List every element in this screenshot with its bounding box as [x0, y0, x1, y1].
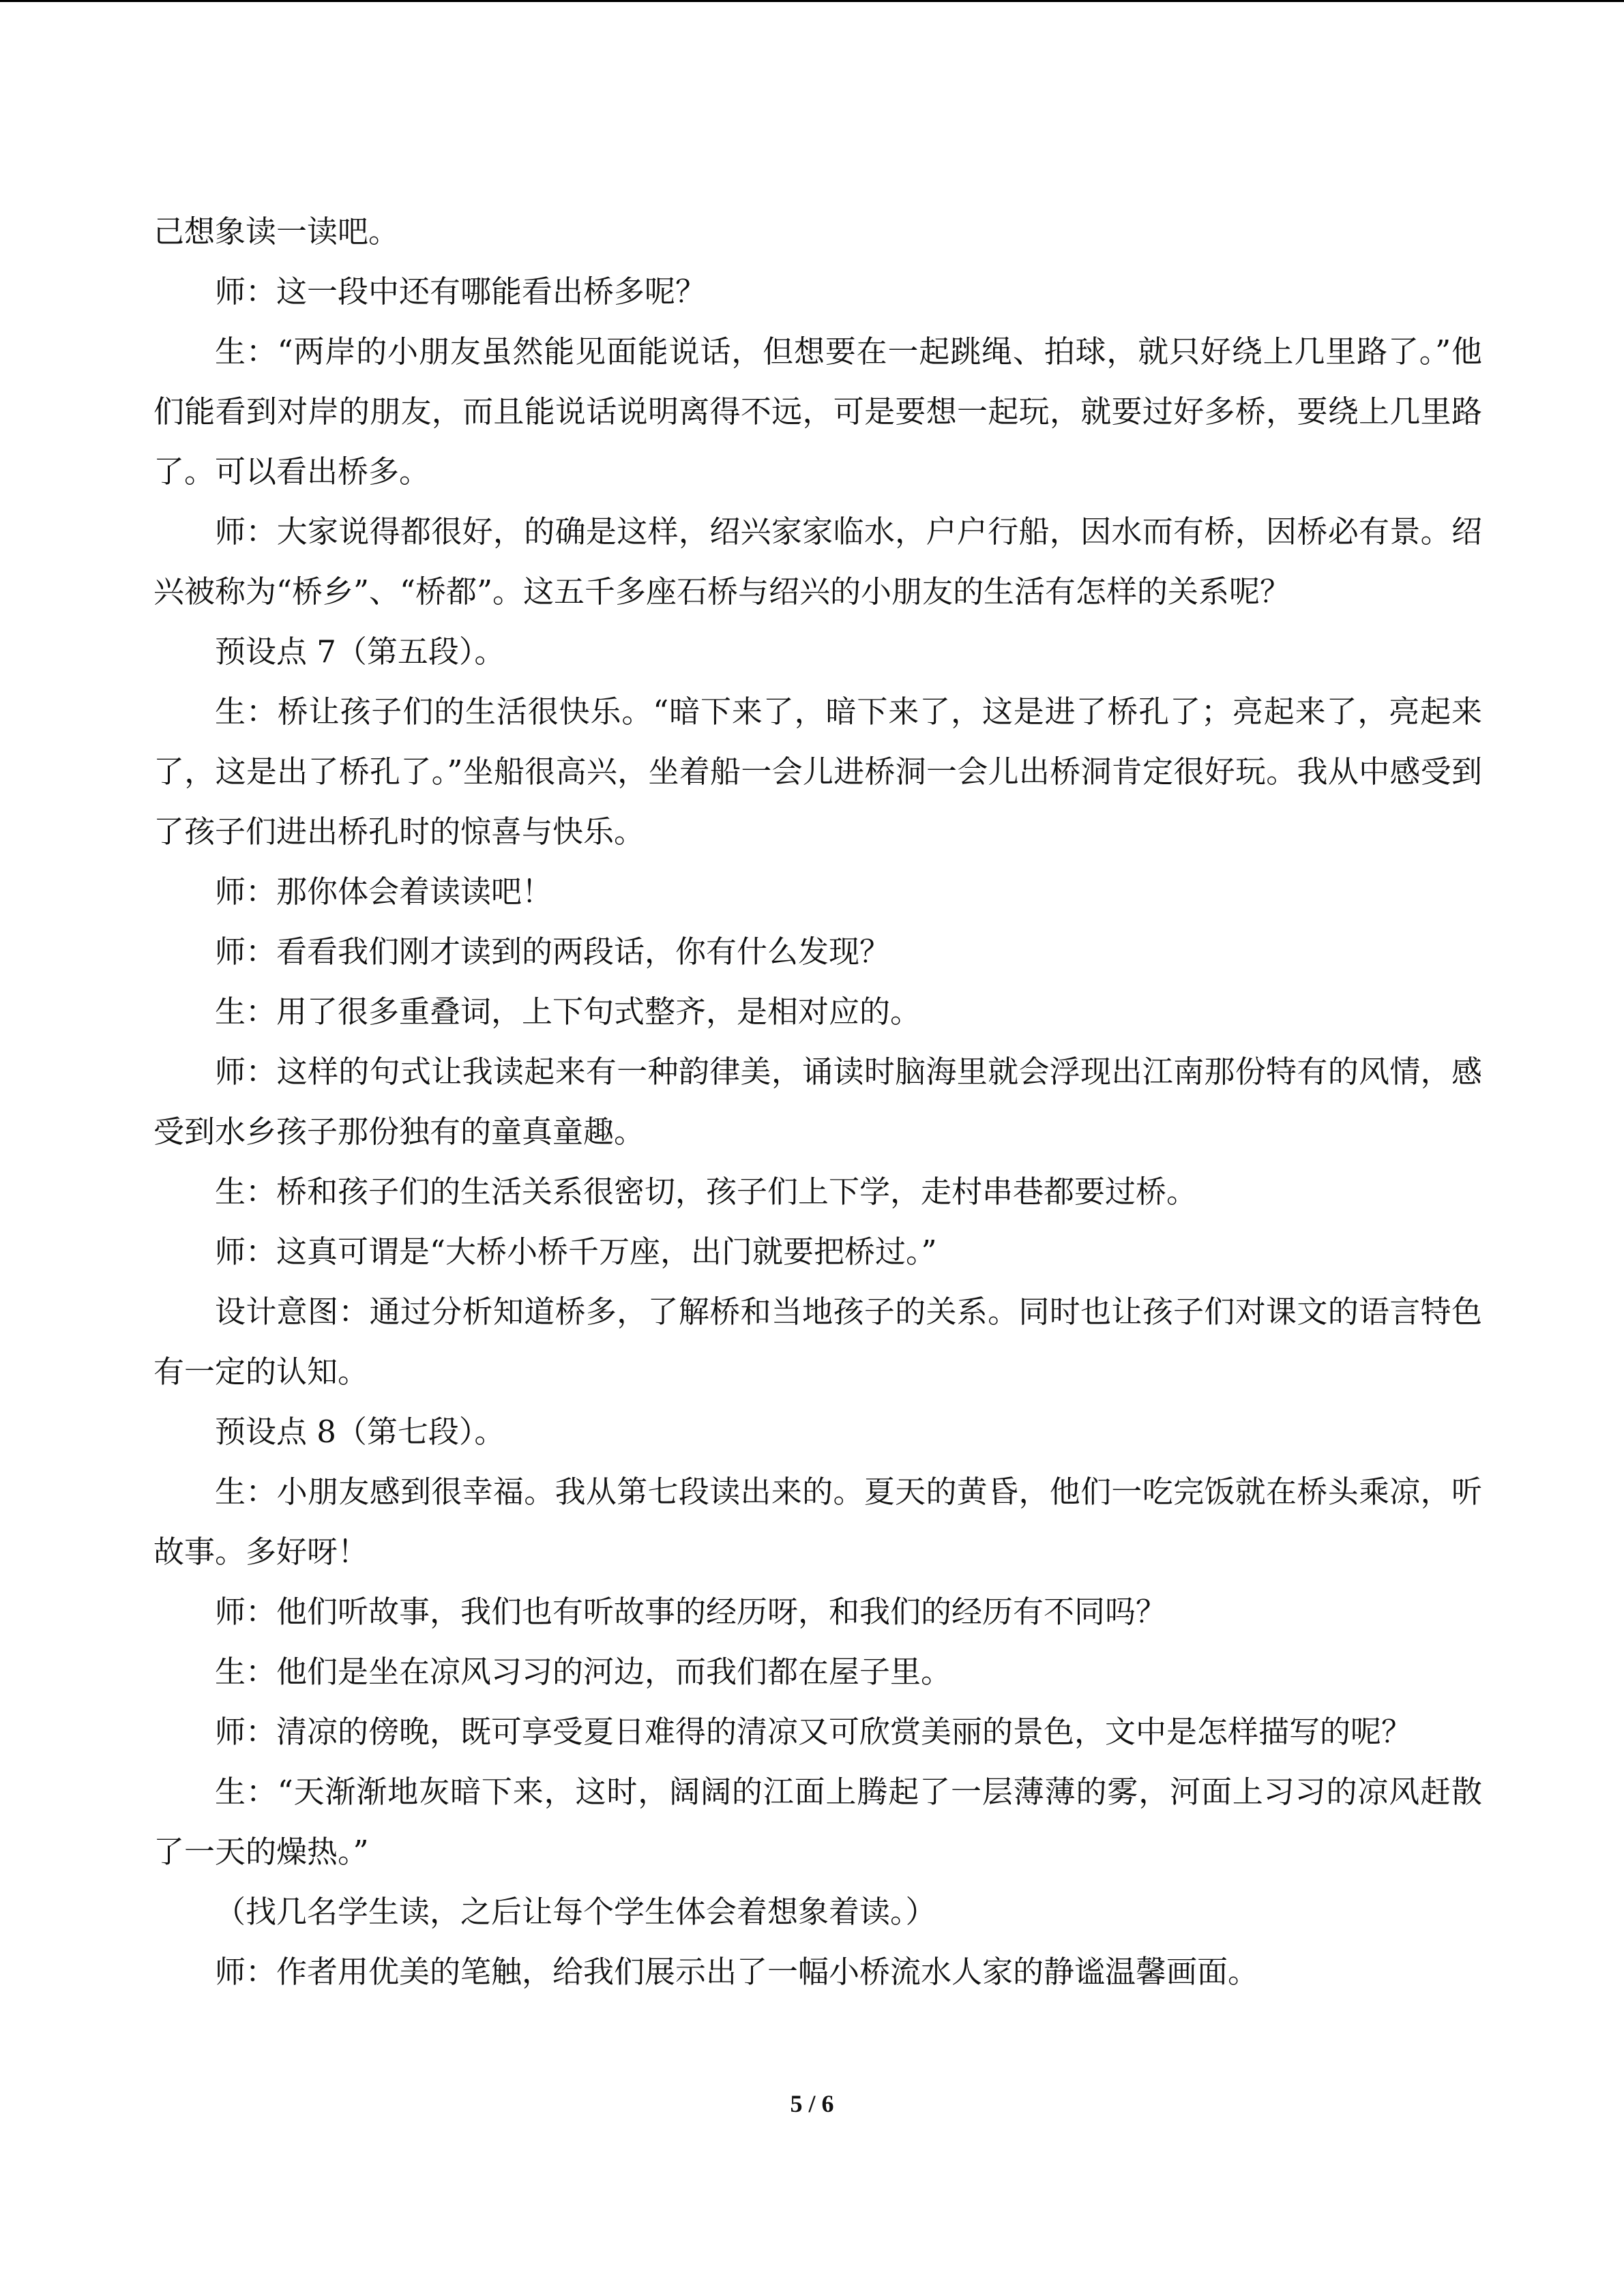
paragraph-continuation: 己想象读一读吧。 [153, 213, 400, 250]
page-top-border [0, 0, 1624, 2]
paragraph-student-answer: 生：他们是坐在凉风习习的河边，而我们都在屋子里。 [215, 1654, 952, 1690]
paragraph-teacher-comment: 师：大家说得都很好，的确是这样，绍兴家家临水，户户行船，因水而有桥，因桥必有景。绍兴被称为“桥乡”、“桥都”。这五千多座石桥与绍兴的小朋友的生活有怎样的关系呢？ [153, 513, 1482, 610]
paragraph-teacher-question: 师：清凉的傍晚，既可享受夏日难得的清凉又可欣赏美丽的景色，文中是怎样描写的呢？ [215, 1714, 1413, 1750]
paragraph-teacher-prompt: 师：那你体会着读读吧！ [215, 874, 553, 910]
paragraph-teacher-question: 师：他们听故事，我们也有听故事的经历呀，和我们的经历有不同吗？ [215, 1594, 1167, 1630]
paragraph-preset-point-8: 预设点 8（第七段）。 [215, 1414, 505, 1450]
paragraph-student-answer: 生：桥让孩子们的生活很快乐。“暗下来了，暗下来了，这是进了桥孔了；亮起来了，亮起来了，这是出了桥孔了。”坐船很高兴，坐着船一会儿进桥洞一会儿出桥洞肯定很好玩。我从中感受到了孩子们进出桥孔时的惊喜与快乐。 [153, 694, 1482, 850]
paragraph-teacher-summary: 师：作者用优美的笔触，给我们展示出了一幅小桥流水人家的静谧温馨画面。 [215, 1954, 1259, 1990]
paragraph-student-answer: 生：“两岸的小朋友虽然能见面能说话，但想要在一起跳绳、拍球，就只好绕上几里路了。”他们能看到对岸的朋友，而且能说话说明离得不远，可是要想一起玩，就要过好多桥，要绕上几里路了。可以看出桥多。 [153, 333, 1482, 490]
paragraph-student-answer: 生：小朋友感到很幸福。我从第七段读出来的。夏天的黄昏，他们一吃完饭就在桥头乘凉，听故事。多好呀！ [153, 1474, 1482, 1570]
paragraph-teacher-comment: 师：这样的句式让我读起来有一种韵律美，诵读时脑海里就会浮现出江南那份特有的风情，感受到水乡孩子那份独有的童真童趣。 [153, 1054, 1482, 1150]
document-body [153, 202, 1482, 2002]
paragraph-teacher-comment: 师：这真可谓是“大桥小桥千万座，出门就要把桥过。” [215, 1234, 937, 1270]
page-number: 5 / 6 [790, 2090, 834, 2117]
paragraph-design-intent: 设计意图：通过分析知道桥多，了解桥和当地孩子的关系。同时也让孩子们对课文的语言特色有一定的认知。 [153, 1294, 1482, 1390]
paragraph-teacher-question: 师：看看我们刚才读到的两段话，你有什么发现？ [215, 934, 891, 970]
paragraph-classroom-note: （找几名学生读，之后让每个学生体会着想象着读。） [215, 1894, 936, 1930]
paragraph-student-answer: 生：桥和孩子们的生活关系很密切，孩子们上下学，走村串巷都要过桥。 [215, 1174, 1198, 1210]
paragraph-student-answer: 生：用了很多重叠词，上下句式整齐，是相对应的。 [215, 994, 921, 1030]
paragraph-preset-point-7: 预设点 7（第五段）。 [215, 633, 505, 670]
paragraph-teacher-question: 师：这一段中还有哪能看出桥多呢？ [215, 273, 707, 310]
paragraph-student-answer: 生：“天渐渐地灰暗下来，这时，阔阔的江面上腾起了一层薄薄的雾，河面上习习的凉风赶散了一天的燥热。” [153, 1774, 1482, 1870]
